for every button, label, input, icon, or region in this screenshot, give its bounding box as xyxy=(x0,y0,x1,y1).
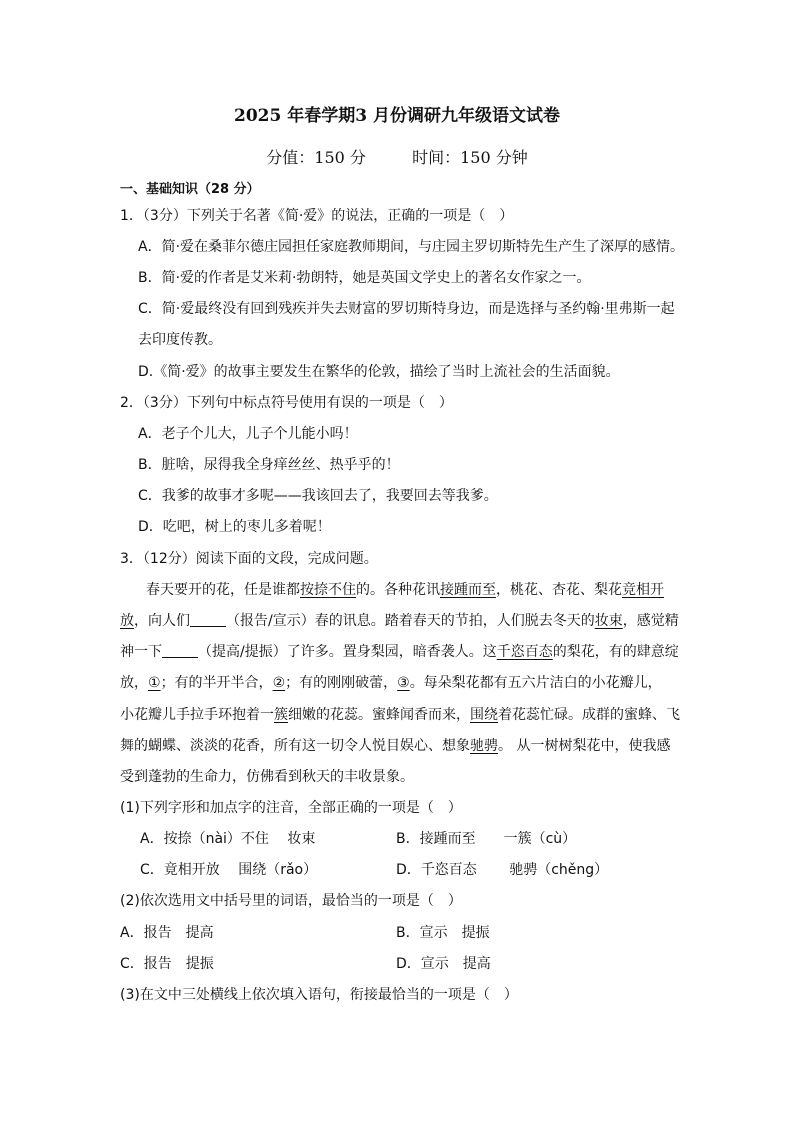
q3-1-stem: (1)下列字形和加点字的注音，全部正确的一项是（ ） xyxy=(120,800,462,816)
exam-subtitle xyxy=(0,148,794,168)
q1-option-c: C．简·爱最终没有回到残疾并失去财富的罗切斯特身边，而是选择与圣约翰·里弗斯一起 xyxy=(138,301,675,317)
q1-option-a: A．简·爱在桑菲尔德庄园担任家庭教师期间，与庄园主罗切斯特先生产生了深厚的感情。 xyxy=(138,239,685,255)
q3-2-option-b: B．宣示 提振 xyxy=(396,925,490,941)
q3-2-option-a: A．报告 提高 xyxy=(120,925,214,941)
q1-option-c-cont: 去印度传教。 xyxy=(138,332,222,348)
q3-1-option-c: C．竟相开放 围绕（rǎo） xyxy=(140,862,318,878)
q3-1-option-b: B．接踵而至 一簇（cù） xyxy=(396,831,577,847)
q2-stem: 2．（3分）下列句中标点符号使用有误的一项是（ ） xyxy=(120,395,453,411)
blank-marker-2: ② xyxy=(272,675,286,691)
q3-stem: 3．（12分）阅读下面的文段，完成问题。 xyxy=(120,551,378,567)
blank-marker-1: ① xyxy=(148,675,161,691)
blank-marker-3: ③ xyxy=(397,675,410,691)
section-heading: 一、基础知识（28 分） xyxy=(120,182,260,197)
passage-line-4: 放，①；有的半开半合，②；有的刚刚破蕾，③。每朵梨花都有五六片洁白的小花瓣儿， xyxy=(120,675,662,691)
q1-option-d: D.《简·爱》的故事主要发生在繁华的伦敦，描绘了当时上流社会的生活面貌。 xyxy=(138,364,620,380)
q3-2-stem: (2)依次选用文中括号里的词语，最恰当的一项是（ ） xyxy=(120,893,462,909)
q3-3-stem: (3)在文中三处横线上依次填入语句，衔接最恰当的一项是（ ） xyxy=(120,987,518,1003)
q1-stem: 1．（3分）下列关于名著《简·爱》的说法，正确的一项是（ ） xyxy=(120,208,514,224)
passage-line-5: 小花瓣儿手拉手环抱着一簇细嫩的花蕊。蜜蜂闻香而来，围绕着花蕊忙碌。成群的蜜蜂、飞 xyxy=(120,707,680,723)
score-info: 分值：150 分 xyxy=(266,148,366,167)
q2-option-d: D．吃吧，树上的枣儿多着呢！ xyxy=(138,519,331,535)
passage-line-3: 神一下 （提高/提振）了许多。置身梨园，暗香袭人。这千恣百态的梨花，有的肆意绽 xyxy=(120,644,679,660)
passage-line-7: 受到蓬勃的生命力，仿佛看到秋天的丰收景象。 xyxy=(120,769,414,785)
q2-option-b: B．脏啥，尿得我全身痒丝丝、热乎乎的！ xyxy=(138,457,400,473)
q1-option-b: B．简·爱的作者是艾米莉·勃朗特，她是英国文学史上的著名女作家之一。 xyxy=(138,270,591,286)
q3-2-option-c: C．报告 提振 xyxy=(120,956,214,972)
fill-blank xyxy=(162,643,198,658)
q3-1-option-a: A．按捺（nài）不住 妆束 xyxy=(140,831,316,847)
time-info: 时间：150 分钟 xyxy=(412,148,528,167)
passage-line-1: 春天要开的花，任是谁都按捺不住的。各种花讯接踵而至，桃花、杏花、梨花竞相开 xyxy=(146,582,664,598)
passage-line-6: 舞的蝴蝶、淡淡的花香，所有这一切令人悦目娱心、想象驰骋。 从一树树梨花中，使我感 xyxy=(120,738,671,754)
q3-2-option-d: D．宣示 提高 xyxy=(396,956,491,972)
q3-1-option-d: D．千恣百态 驰骋（chěng） xyxy=(396,862,609,878)
passage-line-2: 放，向人们 （报告/宣示）春的讯息。踏着春天的节拍，人们脱去冬天的妆束，感觉精 xyxy=(120,613,679,629)
fill-blank xyxy=(190,612,226,627)
exam-title: 2025 年春学期3 月份调研九年级语文试卷 xyxy=(234,106,560,126)
q2-option-c: C．我爹的故事才多呢——我该回去了，我要回去等我爹。 xyxy=(138,488,498,504)
q2-option-a: A．老子个儿大，儿子个儿能小吗！ xyxy=(138,426,358,442)
